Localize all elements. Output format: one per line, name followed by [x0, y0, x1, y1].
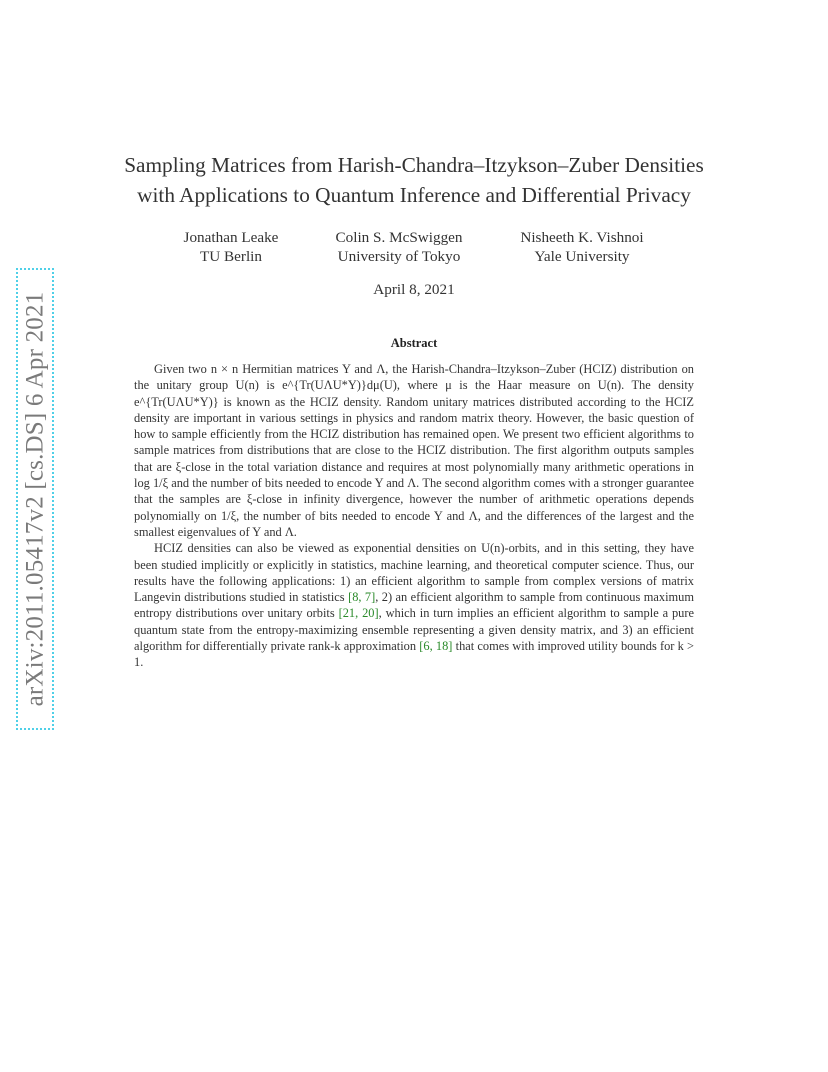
author-block: [0, 228, 828, 268]
author-3: [510, 228, 654, 266]
citation-link[interactable]: [21, 20]: [338, 606, 379, 621]
author-2: [328, 228, 470, 266]
citation-link[interactable]: [8, 7]: [348, 590, 376, 605]
title-line-2: with Applications to Quantum Inference and Differential Privacy: [137, 183, 691, 207]
author-name: Nisheeth K. Vishnoi: [520, 229, 644, 246]
arxiv-identifier-text: arXiv:2011.05417v2 [cs.DS] 6 Apr 2021: [21, 291, 48, 707]
author-name: Colin S. McSwiggen: [335, 229, 463, 246]
abstract-paragraph-2: [134, 540, 694, 670]
abstract-paragraph-1: Given two n × n Hermitian matrices Y and Λ, the Harish-Chandra–Itzykson–Zuber (HCIZ) distribution on the unitary group U(n) is e^{Tr(UΛU*Y)}dμ(U), where μ is the Haar measure on U(n). The density e^{Tr(UΛU*Y)} is known as the HCIZ density. Random unitary matrices distributed according to the HCIZ density are important in various settings in physics and random matrix theory. However, the basic question of how to sample efficiently from the HCIZ distribution has remained open. We present two efficient algorithms to sample matrices from distributions that are close to the HCIZ distribution. The first algorithm outputs samples that are ξ-close in the total variation distance and requires at most polynomially many arithmetic operations in log 1/ξ and the number of bits needed to encode Y and Λ. The second algorithm comes with a stronger guarantee that the samples are ξ-close in infinity divergence, however the number of arithmetic operations depends polynomially on 1/ξ, the number of bits needed to encode Y and Λ, and the differences of the largest and the smallest eigenvalues of Y and Λ.: [134, 362, 694, 539]
author-affiliation: TU Berlin: [199, 248, 262, 265]
author-affiliation: Yale University: [534, 248, 630, 265]
author-1: [176, 228, 286, 266]
abstract-text: that comes with improved utility bounds for k > 1.: [134, 639, 694, 670]
publication-date: April 8, 2021: [373, 281, 455, 298]
citation-link[interactable]: [6, 18]: [419, 639, 453, 654]
paper-title: [80, 150, 748, 210]
author-affiliation: University of Tokyo: [337, 248, 461, 265]
author-name: Jonathan Leake: [183, 229, 279, 246]
abstract-body: [134, 361, 694, 671]
abstract-text: , 2) an efficient algorithm to sample from continuous maximum entropy distributions over unitary orbits: [134, 590, 694, 621]
abstract-heading: Abstract: [390, 336, 438, 350]
abstract-text: HCIZ densities can also be viewed as exponential densities on U(n)-orbits, and in this setting, they have been studied implicitly or explicitly in statistics, machine learning, and theoretical computer science. Thus, our results have the following applications: 1) an efficient algorithm to sample from complex versions of matrix Langevin distributions studied in statistics: [134, 541, 694, 605]
title-line-1: Sampling Matrices from Harish-Chandra–Itzykson–Zuber Densities: [124, 153, 704, 177]
abstract-text: , which in turn implies an efficient algorithm to sample a pure quantum state from the entropy-maximizing ensemble representing a given density matrix, and 3) an efficient algorithm for differentially private rank-k approximation: [134, 606, 694, 654]
